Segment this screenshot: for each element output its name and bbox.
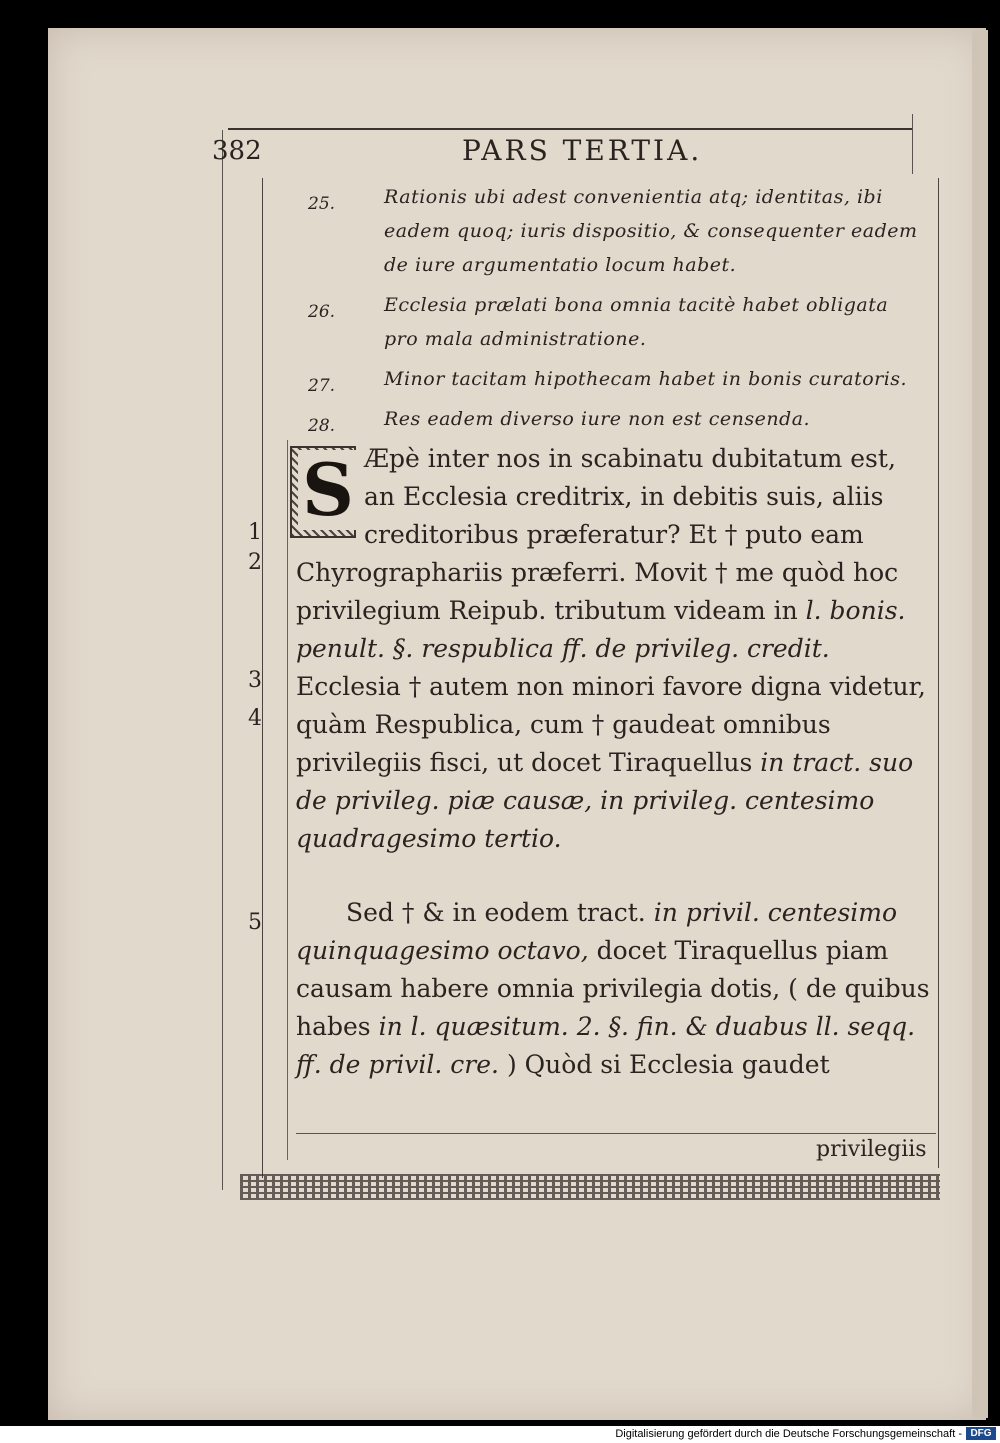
summary-text: Minor tacitam hipothecam habet in bonis curatoris. — [384, 368, 908, 390]
paragraph — [296, 894, 932, 1084]
paragraph — [296, 440, 932, 858]
citation: in l. quæsitum. 2. §. fin. & duabus ll. seqq. ff. de privil. cre. — [296, 1012, 916, 1079]
text-run: ) Quòd si Ecclesia gaudet — [506, 1050, 830, 1079]
footer-credit: Digitalisierung gefördert durch die Deutsche Forschungsgemeinschaft - — [615, 1428, 962, 1440]
summary-number: 27. — [308, 376, 336, 396]
summary-item — [300, 402, 920, 436]
text-run: Æpè inter nos in scabinatu dubitatum est, an Ecclesia creditrix, in debitis suis, aliis creditoribus præferatur? Et † puto eam Chyrographariis præferri. Movit † me quòd hoc privilegium Reipub. tributum videam in — [296, 444, 899, 625]
summary-number: 25. — [308, 194, 336, 214]
summary-text: Res eadem diverso iure non est censenda. — [384, 408, 811, 430]
summary-number: 28. — [308, 416, 336, 436]
summary-list — [300, 180, 920, 442]
summary-text: Rationis ubi adest convenientia atq; identitas, ibi eadem quoq; iuris dispositio, & consequenter eadem de iure argumentatio locum habet. — [384, 186, 918, 276]
page-edge — [972, 30, 988, 1418]
citation: in privil. centesimo quinquagesimo octavo, — [296, 898, 898, 965]
catchword-rule — [296, 1133, 936, 1134]
text-run: Sed † & in eodem tract. — [346, 898, 646, 927]
margin-number: 4 — [248, 706, 262, 731]
frame-line — [222, 130, 223, 1190]
page-number: 382 — [212, 136, 262, 166]
initial-letter: S — [298, 450, 358, 530]
margin-number: 3 — [248, 668, 262, 693]
margin-number: 1 — [248, 520, 262, 545]
text-run: docet Tiraquellus piam causam habere omnia privilegia dotis, ( de quibus habes — [296, 936, 930, 1041]
frame-line — [912, 114, 913, 174]
running-head: PARS TERTIA. — [462, 134, 703, 167]
margin-number: 2 — [248, 550, 262, 575]
summary-text: Ecclesia prælati bona omnia tacitè habet obligata pro mala administratione. — [384, 294, 889, 350]
text-run: Ecclesia † autem non minori favore digna videtur, quàm Respublica, cum † gaudeat omnibus privilegiis fisci, ut docet Tiraquellus — [296, 672, 926, 777]
summary-item — [300, 288, 920, 356]
body-text — [296, 440, 932, 1109]
dfg-logo: DFG — [966, 1427, 996, 1440]
margin-number: 5 — [248, 910, 262, 935]
frame-line — [938, 178, 939, 1168]
summary-item — [300, 180, 920, 282]
citation: l. bonis. penult. §. respublica ff. de privileg. credit. — [296, 596, 906, 663]
frame-line — [287, 440, 288, 1160]
catchword: privilegiis — [816, 1137, 927, 1162]
header-rule — [228, 128, 913, 130]
decorated-initial — [290, 446, 356, 538]
ornamental-border — [240, 1174, 940, 1200]
summary-number: 26. — [308, 302, 336, 322]
citation: in tract. suo de privileg. piæ causæ, in privileg. centesimo quadragesimo tertio. — [296, 748, 914, 853]
summary-item — [300, 362, 920, 396]
frame-line — [262, 178, 263, 1178]
